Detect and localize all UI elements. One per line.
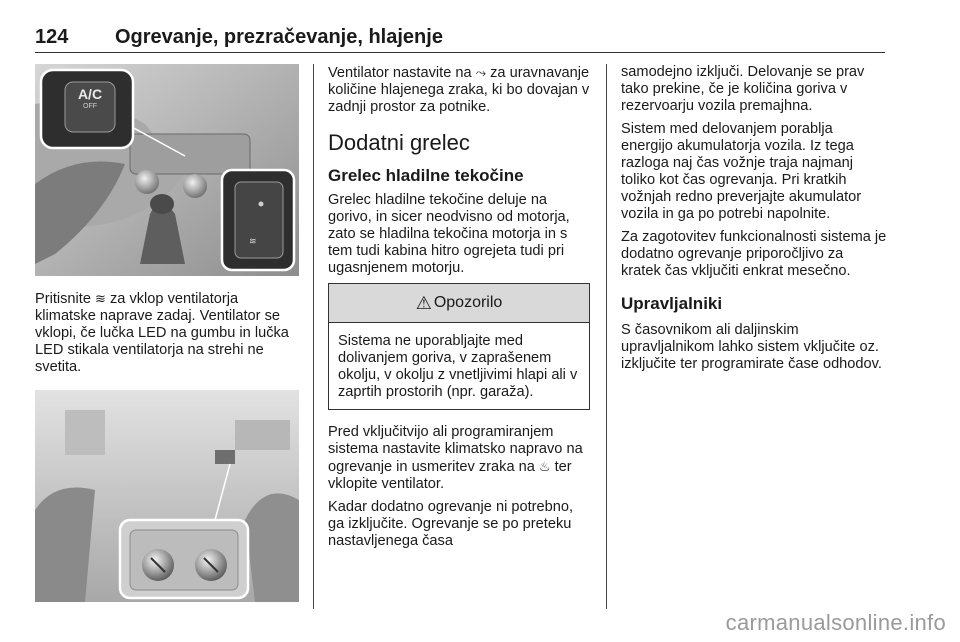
dashboard-ac-photo: [35, 64, 299, 276]
column-1: [35, 64, 299, 602]
subsection-heading: Upravljalniki: [621, 294, 723, 313]
warning-box: [328, 283, 590, 410]
column-3: [621, 64, 887, 379]
page-title: Ogrevanje, prezračevanje, hlajenje: [115, 26, 443, 48]
column-2: [328, 64, 590, 556]
paragraph: Pritisnite ≋ za vklop ventilatorja klimatske naprave zadaj. Ventilator se vklopi, če lučka LED na gumbu in lučka LED stikala ventilatorja na strehi ne svetita.: [35, 291, 289, 375]
page-number: 124: [35, 26, 69, 48]
warning-triangle-icon: ⚠: [415, 292, 432, 313]
rear-ventilation-icon: ≋: [95, 291, 106, 306]
roof-ventilation-photo: [35, 390, 299, 602]
section-heading: Dodatni grelec: [328, 130, 470, 155]
subsection-heading: Grelec hladilne tekočine: [328, 166, 524, 185]
footwell-heat-icon: ♨: [538, 459, 551, 474]
svg-text:≋: ≋: [249, 237, 257, 247]
column-divider: [606, 64, 607, 609]
paragraph: Kadar dodatno ogrevanje ni potrebno, ga izključite. Ogrevanje se po preteku nastavljenega časa: [328, 499, 574, 549]
paragraph: Grelec hladilne tekočine deluje na gorivo, in sicer neodvisno od motorja, zato se hladilna tekočina motorja in s tem tudi kabina hitro ogrejeta tudi pri ugasnjenem motorju.: [328, 192, 570, 276]
ac-button-label: A/C: [77, 86, 103, 102]
airflow-icon: ⤳: [475, 65, 487, 80]
column-divider: [313, 64, 314, 609]
paragraph: samodejno izključi. Delovanje se prav tako prekine, če je količina goriva v rezervoarju vozila premajhna.: [621, 64, 865, 114]
ac-button-sublabel: OFF: [83, 103, 97, 110]
warning-text: Sistema ne uporabljajte med dolivanjem goriva, v zaprašenem okolju, v okolju z vnetljivimi hlapi ali v zaprtih prostorih (npr. garaža).: [338, 333, 578, 400]
paragraph: Za zagotovitev funkcionalnosti sistema je dodatno ogrevanje priporočljivo za kratek čas vključiti enkrat mesečno.: [621, 229, 887, 279]
paragraph: S časovnikom ali daljinskim upravljalnikom lahko sistem vključite oz. izključite ter programirate čase odhodov.: [621, 322, 882, 372]
page-header: [35, 26, 885, 53]
paragraph: Pred vključitvijo ali programiranjem sistema nastavite klimatsko napravo na ogrevanje in usmeritev zraka na ♨ ter vklopite ventilator.: [328, 424, 583, 492]
warning-header: [329, 284, 589, 323]
paragraph: Ventilator nastavite na ⤳ za uravnavanje količine hlajenega zraka, ki bo dovajan v zadnji prostor za potnike.: [328, 65, 590, 115]
warning-title: Opozorilo: [433, 294, 503, 311]
paragraph: Sistem med delovanjem porablja energijo akumulatorja vozila. Iz tega razloga naj čas vožnje traja najmanj toliko kot čas ogrevanja. Pri kratkih vožnjah redno preverjajte akumulator vozila in ga po potrebi napolnite.: [621, 121, 862, 222]
watermark: carmanualsonline.info: [725, 610, 946, 635]
